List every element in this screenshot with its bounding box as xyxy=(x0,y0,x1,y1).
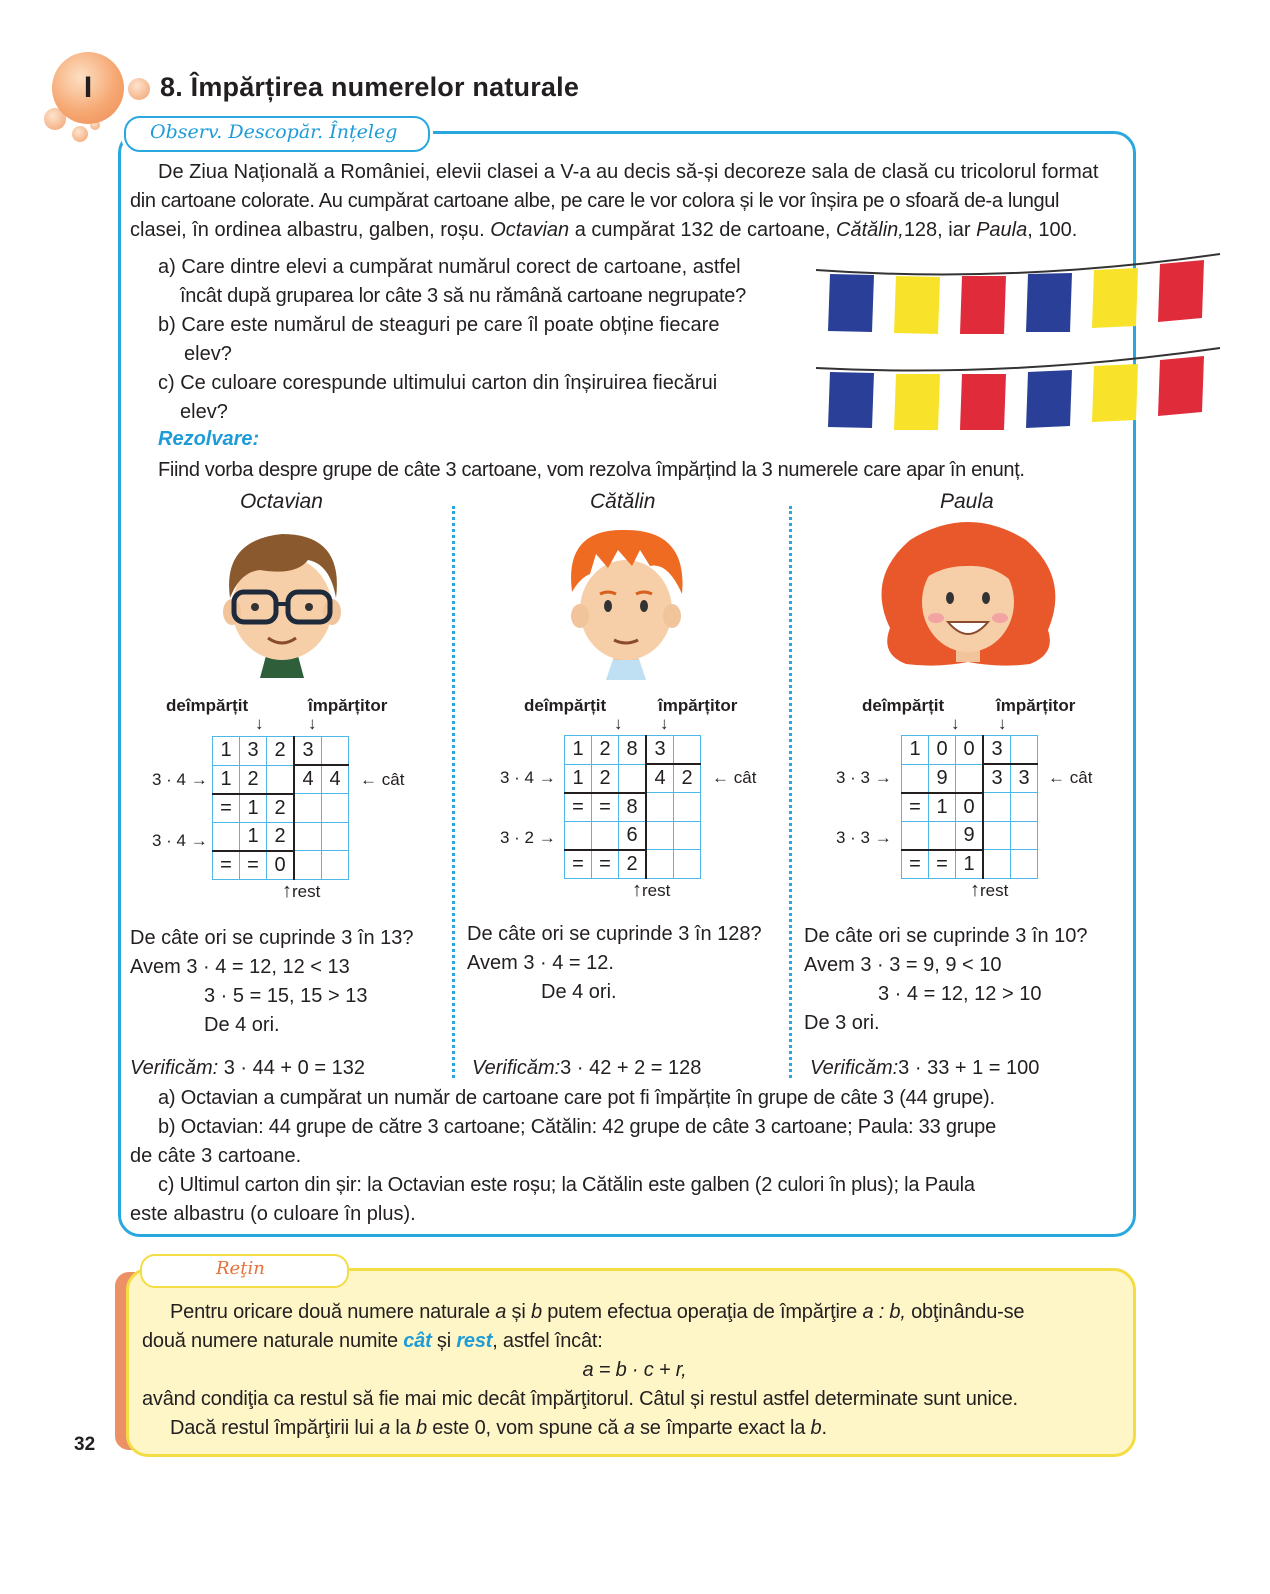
question-a-cont: încât după gruparea lor câte 3 să nu rămână cartoane negrupate? xyxy=(180,285,746,307)
grid-row xyxy=(902,764,1038,793)
column-separator xyxy=(452,506,455,1078)
garland-top xyxy=(828,260,1204,334)
operation: a : b, xyxy=(862,1301,906,1323)
grid-row xyxy=(565,764,701,793)
explanation-line: 3 · 4 = 12, 12 > 10 xyxy=(878,983,1042,1005)
grid-cell xyxy=(294,822,322,851)
grid-cell: 0 xyxy=(929,736,956,765)
grid-cell xyxy=(1011,850,1038,879)
partial-product xyxy=(836,768,892,788)
retin-line xyxy=(142,1414,1127,1443)
flag-red xyxy=(960,276,1006,334)
flag-blue xyxy=(828,372,874,428)
grid-cell: 1 xyxy=(956,850,984,879)
quotient-label: cât xyxy=(381,770,405,789)
grid-row xyxy=(565,821,701,850)
flag-yellow xyxy=(894,276,940,334)
explanation-line: 3 · 5 = 15, 15 > 13 xyxy=(204,985,368,1007)
catalin-portrait xyxy=(556,520,696,680)
divisor-label: împărțitor xyxy=(996,696,1076,715)
grid-cell: 2 xyxy=(267,822,295,851)
intro-text: a cumpărat 132 de cartoane, xyxy=(569,219,836,241)
grid-cell: 4 xyxy=(322,765,349,794)
arrow-right-icon: → xyxy=(874,828,892,847)
rest-pointer xyxy=(970,879,1008,902)
flag-red xyxy=(1158,356,1204,416)
division-formula: a = b · c + r, xyxy=(582,1359,687,1381)
retin-text-part: Dacă restul împărţirii lui xyxy=(170,1417,380,1439)
intro-line: De Ziua Națională a României, elevii clasei a V-a au decis să-și decoreze sala de clasă cu tricolorul format xyxy=(158,161,1099,183)
arrow-up-icon: ↑ xyxy=(282,880,292,902)
explanation-line: De 4 ori. xyxy=(204,1014,280,1036)
explanation-line: Avem 3 · 3 = 9, 9 < 10 xyxy=(804,954,1002,976)
intro-line xyxy=(130,216,1125,245)
term-rest: rest xyxy=(456,1330,493,1352)
grid-cell: 1 xyxy=(565,736,592,765)
grid-cell: = xyxy=(902,793,929,822)
grid-cell xyxy=(213,822,240,851)
student-name: Paula xyxy=(940,490,994,513)
arrow-right-icon: → xyxy=(190,770,208,789)
arrow-right-icon: → xyxy=(190,831,208,850)
page-number: 32 xyxy=(74,1434,96,1455)
unit-badge xyxy=(52,52,124,124)
retin-line xyxy=(142,1327,1127,1356)
grid-cell xyxy=(1011,736,1038,765)
verification xyxy=(130,1054,365,1083)
grid-cell: 1 xyxy=(565,764,592,793)
var-b: b xyxy=(810,1417,822,1439)
explanation xyxy=(467,920,762,1007)
verification-expression: 3 · 44 + 0 = 132 xyxy=(218,1057,365,1079)
var-a: a xyxy=(495,1301,507,1323)
arrow-down-icon: ↓ xyxy=(998,714,1007,733)
verification-expression: 3 · 42 + 2 = 128 xyxy=(560,1057,702,1079)
flag-blue xyxy=(828,274,874,332)
grid-cell: = xyxy=(902,850,929,879)
grid-cell xyxy=(956,764,984,793)
student-name: Octavian xyxy=(240,490,323,513)
grid-cell xyxy=(902,764,929,793)
intro-line: din cartoane colorate. Au cumpărat cartoane albe, pe care le vor colora și le vor înșira pe o sfoară de-a lungul xyxy=(130,190,1060,212)
flag-yellow xyxy=(1092,268,1138,328)
explanation-line: De 3 ori. xyxy=(804,1012,880,1034)
grid-cell: 4 xyxy=(294,765,322,794)
rest-pointer xyxy=(632,879,670,902)
quotient-pointer xyxy=(1048,768,1092,788)
grid-row xyxy=(902,793,1038,822)
grid-cell xyxy=(674,793,701,822)
retin-text-part: . xyxy=(821,1417,827,1439)
grid-cell: 8 xyxy=(619,736,647,765)
dividend-label: deîmpărțit xyxy=(862,696,945,715)
grid-cell: 1 xyxy=(213,765,240,794)
grid-cell: 3 xyxy=(294,737,322,766)
questions xyxy=(158,253,808,427)
garland-string xyxy=(816,348,1220,371)
quotient-label: cât xyxy=(1069,768,1093,787)
decor-bubble xyxy=(72,126,88,142)
name-catalin: Cătălin, xyxy=(836,219,904,241)
grid-cell: 2 xyxy=(619,850,647,879)
quotient-label: cât xyxy=(733,768,757,787)
solution-heading xyxy=(158,428,259,451)
grid-cell: 2 xyxy=(240,765,267,794)
flag-red xyxy=(960,374,1006,430)
grid-cell: = xyxy=(929,850,956,879)
grid-cell: 1 xyxy=(240,822,267,851)
retin-line xyxy=(142,1298,1127,1327)
grid-cell xyxy=(674,736,701,765)
grid-cell: 2 xyxy=(592,764,619,793)
grid-cell: 9 xyxy=(929,764,956,793)
answer-c: c) Ultimul carton din șir: la Octavian este roșu; la Cătălin este galben (2 culori în plus); la Paula xyxy=(158,1174,975,1196)
division-grid xyxy=(901,735,1038,879)
var-b: b xyxy=(530,1301,542,1323)
retin-text-part: Pentru oricare două numere naturale xyxy=(170,1301,496,1323)
intro-text: clasei, în ordinea albastru, galben, roșu. xyxy=(130,219,491,241)
question-b: b) Care este numărul de steaguri pe care îl poate obține fiecare xyxy=(158,314,720,336)
grid-cell: 6 xyxy=(619,821,647,850)
answer-c-cont: este albastru (o culoare în plus). xyxy=(130,1203,416,1225)
column-separator xyxy=(789,506,792,1078)
grid-cell: 2 xyxy=(267,737,295,766)
grid-cell: 8 xyxy=(619,793,647,822)
quotient-pointer xyxy=(712,768,756,788)
name-paula: Paula xyxy=(976,219,1028,241)
answer-a: a) Octavian a cumpărat un număr de cartoane care pot fi împărțite în grupe de câte 3 (44 grupe). xyxy=(158,1087,995,1109)
division-grid xyxy=(564,735,701,879)
partial-product xyxy=(152,770,208,790)
flag-red xyxy=(1158,260,1204,322)
grid-cell xyxy=(674,821,701,850)
grid-cell xyxy=(1011,793,1038,822)
grid-cell xyxy=(983,850,1011,879)
grid-cell xyxy=(674,850,701,879)
grid-cell: = xyxy=(213,794,240,823)
grid-row xyxy=(213,851,349,880)
partial-product xyxy=(836,828,892,848)
grid-row xyxy=(213,765,349,794)
grid-cell xyxy=(322,794,349,823)
grid-cell: = xyxy=(592,850,619,879)
grid-cell xyxy=(322,737,349,766)
flag-blue xyxy=(1026,370,1072,428)
partial-product xyxy=(500,768,556,788)
solution-text: Fiind vorba despre grupe de câte 3 cartoane, vom rezolva împărțind la 3 numerele care apar în enunț. xyxy=(158,459,1025,481)
arrow-left-icon: ← xyxy=(1048,768,1065,787)
octavian-portrait xyxy=(212,520,352,680)
grid-cell xyxy=(983,821,1011,850)
retin-text-part: se împarte exact la xyxy=(634,1417,811,1439)
grid-cell: 1 xyxy=(213,737,240,766)
question-a: a) Care dintre elevi a cumpărat numărul corect de cartoane, astfel xyxy=(158,256,741,278)
explanation-question: De câte ori se cuprinde 3 în 128? xyxy=(467,923,762,945)
question-c-cont: elev? xyxy=(180,401,228,423)
intro-paragraph xyxy=(130,158,1125,245)
grid-cell: 0 xyxy=(267,851,295,880)
dividend-label: deîmpărțit xyxy=(166,696,249,715)
answer-b: b) Octavian: 44 grupe de către 3 cartoane; Cătălin: 42 grupe de câte 3 cartoane; Paula: 33 grupe xyxy=(158,1116,997,1138)
arrow-down-icon: ↓ xyxy=(255,714,264,733)
rest-pointer xyxy=(282,880,320,903)
retin-tab xyxy=(140,1254,349,1288)
question-b-cont: elev? xyxy=(184,343,232,365)
grid-cell xyxy=(646,821,674,850)
partial-product xyxy=(500,828,556,848)
step-label: 3 · 2 xyxy=(500,828,535,847)
grid-cell xyxy=(646,850,674,879)
grid-cell xyxy=(322,851,349,880)
grid-cell: 0 xyxy=(956,793,984,822)
retin-text-part: și xyxy=(506,1301,531,1323)
verification-label: Verificăm: xyxy=(810,1057,899,1079)
arrow-down-icon: ↓ xyxy=(308,714,317,733)
unit-number: I xyxy=(83,71,93,104)
garland-string xyxy=(816,254,1220,274)
arrow-down-icon: ↓ xyxy=(614,714,623,733)
arrow-left-icon: ← xyxy=(360,770,377,789)
section-tab-label: Observ. Descopăr. Înțeleg xyxy=(150,121,398,143)
retin-tab-label: Reţin xyxy=(216,1258,265,1279)
grid-row xyxy=(213,737,349,766)
arrow-right-icon: → xyxy=(538,768,556,787)
section-tab xyxy=(124,116,430,152)
grid-cell xyxy=(619,764,647,793)
paula-portrait xyxy=(870,518,1066,678)
step-label: 3 · 4 xyxy=(152,770,187,789)
retin-text-part: este 0, vom spune că xyxy=(426,1417,624,1439)
retin-text-part: și xyxy=(431,1330,457,1352)
explanation-question: De câte ori se cuprinde 3 în 10? xyxy=(804,925,1088,947)
student-name: Cătălin xyxy=(590,490,656,513)
retin-text-part: două numere naturale numite xyxy=(142,1330,404,1352)
verification xyxy=(472,1054,701,1083)
retin-text-part: obţinându-se xyxy=(905,1301,1025,1323)
intro-text: , 100. xyxy=(1027,219,1078,241)
grid-cell: 3 xyxy=(646,736,674,765)
grid-cell: 0 xyxy=(956,736,984,765)
rest-label: rest xyxy=(292,882,321,901)
retin-text-part: la xyxy=(390,1417,416,1439)
grid-cell: 2 xyxy=(674,764,701,793)
grid-cell: = xyxy=(565,850,592,879)
grid-row xyxy=(902,850,1038,879)
answer-b-cont: de câte 3 cartoane. xyxy=(130,1145,302,1167)
retin-text xyxy=(142,1298,1127,1443)
grid-cell: = xyxy=(240,851,267,880)
grid-cell: 3 xyxy=(983,736,1011,765)
grid-cell xyxy=(267,765,295,794)
partial-product xyxy=(152,831,208,851)
grid-cell: 2 xyxy=(267,794,295,823)
verification xyxy=(810,1054,1039,1083)
divisor-label: împărțitor xyxy=(658,696,738,715)
step-label: 3 · 4 xyxy=(152,831,187,850)
grid-cell xyxy=(294,851,322,880)
grid-cell xyxy=(983,793,1011,822)
arrow-left-icon: ← xyxy=(712,768,729,787)
retin-line: având condiţia ca restul să fie mai mic decât împărţitorul. Câtul și restul astfel determinate sunt unice. xyxy=(142,1388,1018,1410)
arrow-up-icon: ↑ xyxy=(970,879,980,901)
term-cat: cât xyxy=(403,1330,432,1352)
grid-cell xyxy=(646,793,674,822)
grid-cell: 2 xyxy=(592,736,619,765)
grid-cell: = xyxy=(592,793,619,822)
flag-garland-illustration xyxy=(812,248,1222,438)
arrow-down-icon: ↓ xyxy=(951,714,960,733)
explanation xyxy=(130,924,414,1040)
grid-row xyxy=(565,793,701,822)
intro-text: 128, iar xyxy=(903,219,977,241)
divisor-label: împărțitor xyxy=(308,696,388,715)
grid-cell: 3 xyxy=(240,737,267,766)
name-octavian: Octavian xyxy=(490,219,570,241)
grid-cell xyxy=(1011,821,1038,850)
grid-cell xyxy=(592,821,619,850)
grid-cell: 3 xyxy=(1011,764,1038,793)
division-grid xyxy=(212,736,349,880)
grid-cell: 1 xyxy=(929,793,956,822)
grid-cell: 3 xyxy=(983,764,1011,793)
var-a: a xyxy=(379,1417,391,1439)
arrow-up-icon: ↑ xyxy=(632,879,642,901)
decor-bubble xyxy=(128,78,150,100)
explanation xyxy=(804,922,1088,1038)
grid-cell xyxy=(902,821,929,850)
grid-cell xyxy=(322,822,349,851)
question-c: c) Ce culoare corespunde ultimului carton din înșiruirea fiecărui xyxy=(158,372,718,394)
page-title: 8. Împărțirea numerelor naturale xyxy=(160,72,580,102)
grid-row xyxy=(565,850,701,879)
rest-label: rest xyxy=(980,881,1009,900)
grid-row xyxy=(565,736,701,765)
verification-label: Verificăm: xyxy=(472,1057,561,1079)
solution-heading-text: Rezolvare: xyxy=(158,428,260,450)
arrow-right-icon: → xyxy=(874,768,892,787)
verification-expression: 3 · 33 + 1 = 100 xyxy=(898,1057,1040,1079)
step-label: 3 · 3 xyxy=(836,768,871,787)
grid-cell: 9 xyxy=(956,821,984,850)
grid-cell xyxy=(294,794,322,823)
grid-cell: = xyxy=(213,851,240,880)
explanation-line: Avem 3 · 4 = 12. xyxy=(467,952,614,974)
grid-cell: 1 xyxy=(902,736,929,765)
grid-row xyxy=(213,822,349,851)
explanation-question: De câte ori se cuprinde 3 în 13? xyxy=(130,927,414,949)
grid-cell: 4 xyxy=(646,764,674,793)
retin-text-part: , astfel încât: xyxy=(492,1330,603,1352)
dividend-label: deîmpărțit xyxy=(524,696,607,715)
retin-text-part: putem efectua operaţia de împărţire xyxy=(541,1301,863,1323)
explanation-line: Avem 3 · 4 = 12, 12 < 13 xyxy=(130,956,350,978)
var-b: b xyxy=(415,1417,427,1439)
quotient-pointer xyxy=(360,770,404,790)
grid-row xyxy=(902,736,1038,765)
arrow-down-icon: ↓ xyxy=(660,714,669,733)
var-a: a xyxy=(623,1417,635,1439)
verification-label: Verificăm: xyxy=(130,1057,219,1079)
arrow-right-icon: → xyxy=(538,828,556,847)
grid-cell xyxy=(565,821,592,850)
grid-row xyxy=(213,794,349,823)
grid-cell: = xyxy=(565,793,592,822)
grid-cell: 1 xyxy=(240,794,267,823)
step-label: 3 · 3 xyxy=(836,828,871,847)
grid-row xyxy=(902,821,1038,850)
flag-yellow xyxy=(1092,364,1138,422)
flag-yellow xyxy=(894,374,940,430)
grid-cell xyxy=(929,821,956,850)
flag-blue xyxy=(1026,273,1072,332)
explanation-line: De 4 ori. xyxy=(541,981,617,1003)
answers xyxy=(130,1084,1125,1229)
rest-label: rest xyxy=(642,881,671,900)
step-label: 3 · 4 xyxy=(500,768,535,787)
